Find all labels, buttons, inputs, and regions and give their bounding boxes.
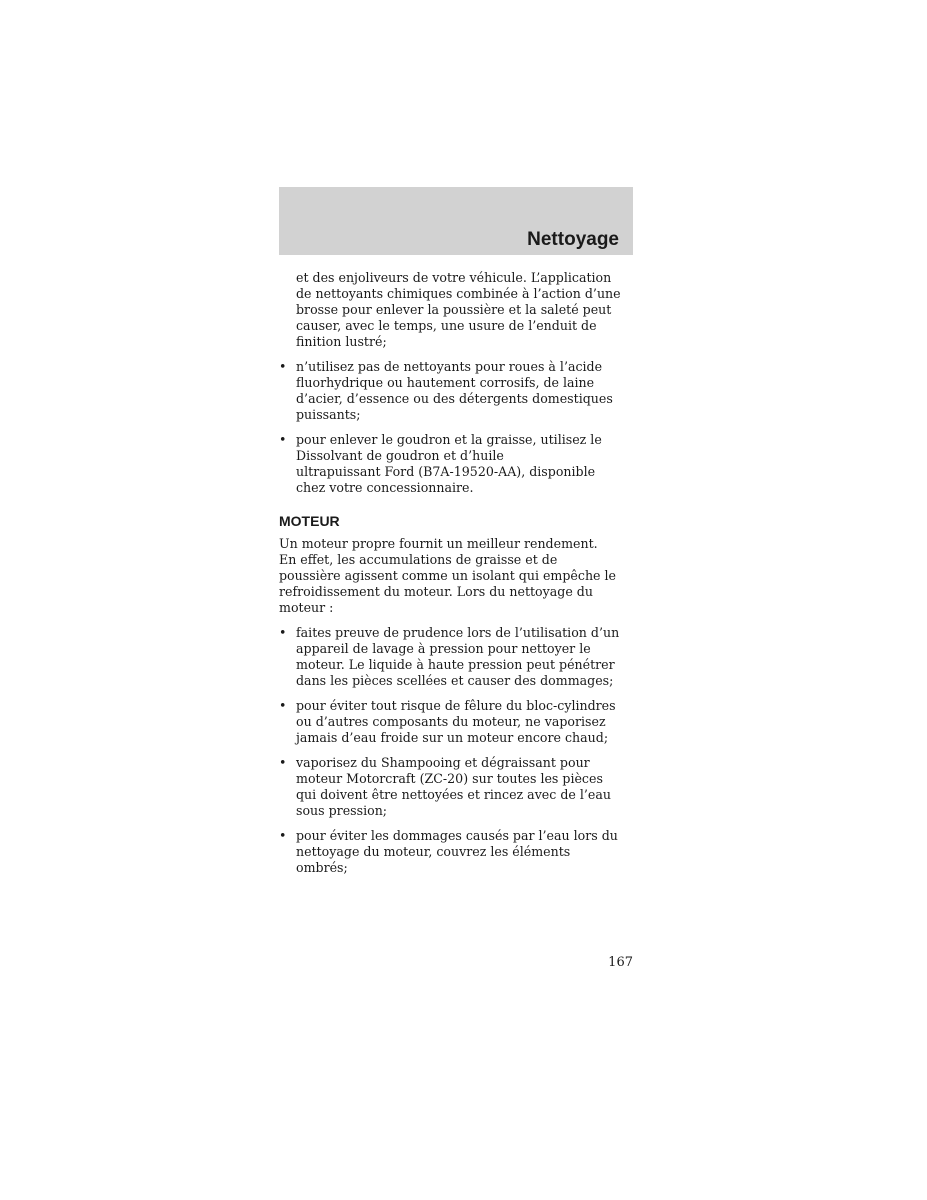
bullet-icon: • [279, 698, 287, 713]
continued-paragraph: et des enjoliveurs de votre véhicule. L’application de nettoyants chimiques combinée à l’action d’une brosse pour enlever la poussière et la saleté peut causer, avec le temps, une usure de l’enduit de finition lustré; [296, 270, 621, 349]
list-item-text: n’utilisez pas de nettoyants pour roues à l’acide fluorhydrique ou hautement corrosifs, de laine d’acier, d’essence ou des détergents domestiques puissants; [296, 359, 613, 422]
list-item [279, 698, 633, 746]
bullet-icon: • [279, 828, 287, 843]
list-item-text: pour éviter les dommages causés par l’eau lors du nettoyage du moteur, couvrez les éléments ombrés; [296, 828, 618, 875]
bullet-list-top [279, 359, 633, 496]
section-intro: Un moteur propre fournit un meilleur rendement. En effet, les accumulations de graisse et de poussière agissent comme un isolant qui empêche le refroidissement du moteur. Lors du nettoyage du moteur : [279, 536, 616, 615]
list-item-text: vaporisez du Shampooing et dégraissant pour moteur Motorcraft (ZC-20) sur toutes les pièces qui doivent être nettoyées et rincez avec de l’eau sous pression; [296, 755, 611, 818]
page-content [279, 270, 633, 885]
bullet-icon: • [279, 625, 287, 640]
bullet-icon: • [279, 432, 287, 447]
list-item-text: faites preuve de prudence lors de l’utilisation d’un appareil de lavage à pression pour nettoyer le moteur. Le liquide à haute pression peut pénétrer dans les pièces scellées et causer des dommages; [296, 625, 620, 688]
list-item [279, 432, 633, 496]
bullet-icon: • [279, 359, 287, 374]
bullet-icon: • [279, 755, 287, 770]
page-number: 167 [608, 955, 633, 970]
page-title: Nettoyage [527, 229, 619, 250]
list-item [279, 828, 633, 876]
list-item-text: pour éviter tout risque de fêlure du bloc-cylindres ou d’autres composants du moteur, ne vaporisez jamais d’eau froide sur un moteur encore chaud; [296, 698, 616, 745]
list-item [279, 359, 633, 423]
list-item [279, 625, 633, 689]
bullet-list-engine [279, 625, 633, 876]
section-header-band [279, 187, 633, 255]
section-heading: MOTEUR [279, 513, 340, 529]
list-item-text: pour enlever le goudron et la graisse, utilisez le Dissolvant de goudron et d’huile ultrapuissant Ford (B7A-19520-AA), disponible chez votre concessionnaire. [296, 432, 602, 495]
list-item [279, 755, 633, 819]
